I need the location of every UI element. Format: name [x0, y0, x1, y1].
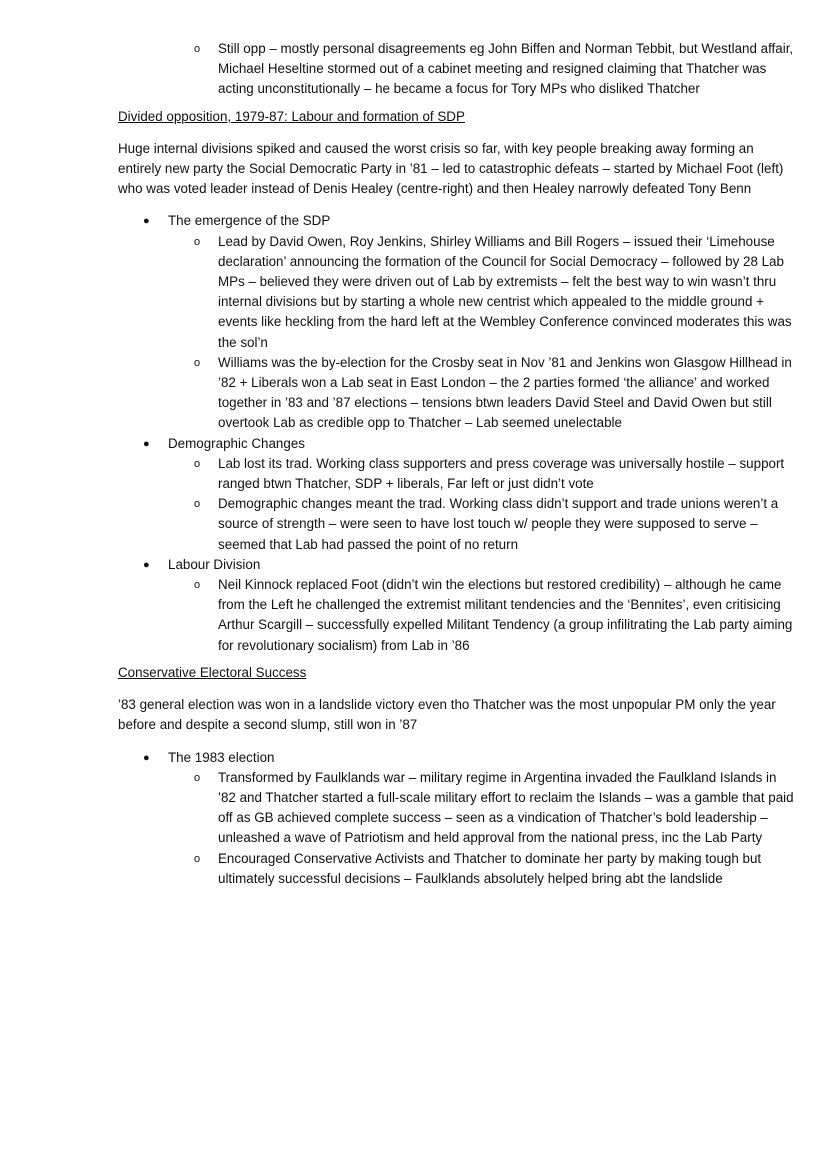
bullet-item-labour-division: ● Labour Division o Neil Kinnock replaced Foot (didn’t win the elections but restored credibility) – although he came from the Left he challenged the extremist militant tendencies and the ‘Bennites’, even critisicing Arthur Scargill – successfully expelled Militant Tendency (a group infilitrating the Lab party aiming for revolutionary socialism) from Lab in ’86	[118, 555, 798, 656]
hollow-bullet-icon: o	[194, 235, 201, 248]
hollow-bullet-icon: o	[194, 579, 201, 592]
top-sublist	[118, 39, 798, 100]
sub-bullet-item: o Lead by David Owen, Roy Jenkins, Shirley Williams and Bill Rogers – issued their ‘Limehouse declaration’ announcing the formation of the Council for Social Democracy – followed by 28 Lab MPs – believed they were driven out of Lab by extremists – felt the best way to win wasn’t thru internal divisions but by starting a whole new centrist which appealed to the middle ground + events like heckling from the hard left at the Wembley Conference convinced moderates this was the sol’n	[194, 233, 792, 350]
sub-bullet-item: o Neil Kinnock replaced Foot (didn’t win the elections but restored credibility) – although he came from the Left he challenged the extremist militant tendencies and the ‘Bennites’, even critisicing Arthur Scargill – successfully expelled Militant Tendency (a group infilitrating the Lab party aiming for revolutionary socialism) from Lab in ’86	[194, 577, 793, 653]
sub-bullet-item: o Encouraged Conservative Activists and Thatcher to dominate her party by making tough but ultimately successful decisions – Faulklands absolutely helped bring abt the landslide	[194, 850, 762, 886]
bullet-icon: ●	[143, 215, 150, 228]
section-intro: Huge internal divisions spiked and caused the worst crisis so far, with key people breaking away forming an entirely new party the Social Democratic Party in ’81 – led to catastrophic defeats – started by Michael Foot (left) who was voted leader instead of Denis Healey (centre-right) and then Healey narrowly defeated Tony Benn	[118, 140, 784, 197]
bullet-item-1983-election: ● The 1983 election o Transformed by Faulklands war – military regime in Argentina invaded the Faulkland Islands in ’82 and Thatcher started a full-scale military effort to reclaim the Islands – was a gamble that paid off as GB achieved complete success – seen as a vindication of Thatcher’s bold leadership – unleashed a wave of Patriotism and held approval from the national press, inc the Lab Party o Encouraged Conservative Activists and Thatcher to dominate her party by making tough but ultimately successful decisions – Faulklands absolutely helped bring abt the landslide	[118, 748, 798, 889]
bullet-icon: ●	[143, 437, 150, 450]
sub-bullet-item: o Transformed by Faulklands war – military regime in Argentina invaded the Faulkland Islands in ’82 and Thatcher started a full-scale military effort to reclaim the Islands – was a gamble that paid off as GB achieved complete success – seen as a vindication of Thatcher’s bold leadership – unleashed a wave of Patriotism and held approval from the national press, inc the Lab Party	[194, 769, 794, 846]
document-page	[118, 39, 798, 889]
bullet-item-demographic-changes: ● Demographic Changes o Lab lost its trad. Working class supporters and press coverage was universally hostile – support ranged btwn Thatcher, SDP + liberals, Far left or just didn’t vote o Demographic changes meant the trad. Working class didn’t support and trade unions weren’t a source of strength – were seen to have lost touch w/ people they were supposed to serve – seemed that Lab had passed the point of no return	[118, 434, 798, 555]
hollow-bullet-icon: o	[194, 771, 201, 784]
section-heading-divided-opposition: Divided opposition, 1979-87: Labour and formation of SDP	[118, 108, 465, 124]
hollow-bullet-icon: o	[194, 498, 201, 511]
bullet-icon: ●	[143, 751, 150, 764]
sub-bullet-item: o Williams was the by-election for the Crosby seat in Nov ’81 and Jenkins won Glasgow Hillhead in ’82 + Liberals won a Lab seat in East London – the 2 parties formed ‘the alliance’ and worked together in ’83 and ’87 elections – tensions btwn leaders David Steel and David Owen but still overtook Lab as credible opp to Thatcher – Lab seemed unelectable	[194, 354, 792, 431]
section2-bullet-list	[118, 748, 798, 889]
sub-bullet-item: o Lab lost its trad. Working class supporters and press coverage was universally hostile – support ranged btwn Thatcher, SDP + liberals, Far left or just didn’t vote	[194, 455, 785, 492]
section-intro: ’83 general election was won in a landslide victory even tho Thatcher was the most unpopular PM only the year before and despite a second slump, still won in ’87	[118, 697, 776, 733]
hollow-bullet-icon: o	[194, 43, 201, 55]
bullet-icon: ●	[143, 558, 150, 571]
bullet-item-sdp: ● The emergence of the SDP o Lead by David Owen, Roy Jenkins, Shirley Williams and Bill Rogers – issued their ‘Limehouse declaration’ announcing the formation of the Council for Social Democracy – followed by 28 Lab MPs – believed they were driven out of Lab by extremists – felt the best way to win wasn’t thru internal divisions but by starting a whole new centrist which appealed to the middle ground + events like heckling from the hard left at the Wembley Conference convinced moderates this was the sol’n o Williams was the by-election for the Crosby seat in Nov ’81 and Jenkins won Glasgow Hillhead in ’82 + Liberals won a Lab seat in East London – the 2 parties formed ‘the alliance’ and worked together in ’83 and ’87 elections – tensions btwn leaders David Steel and David Owen but still overtook Lab as credible opp to Thatcher – Lab seemed unelectable	[118, 211, 798, 433]
sub-bullet-item: o Still opp – mostly personal disagreements eg John Biffen and Norman Tebbit, but Westland affair, Michael Heseltine stormed out of a cabinet meeting and resigned claiming that Thatcher was acting unconstitutionally – he became a focus for Tory MPs who disliked Thatcher	[194, 41, 794, 97]
section-heading-conservative-success: Conservative Electoral Success	[118, 664, 307, 680]
hollow-bullet-icon: o	[194, 457, 201, 470]
section1-bullet-list	[118, 211, 798, 655]
hollow-bullet-icon: o	[194, 852, 201, 865]
hollow-bullet-icon: o	[194, 356, 201, 369]
sub-bullet-item: o Demographic changes meant the trad. Working class didn’t support and trade unions weren’t a source of strength – were seen to have lost touch w/ people they were supposed to serve – seemed that Lab had passed the point of no return	[194, 496, 779, 552]
